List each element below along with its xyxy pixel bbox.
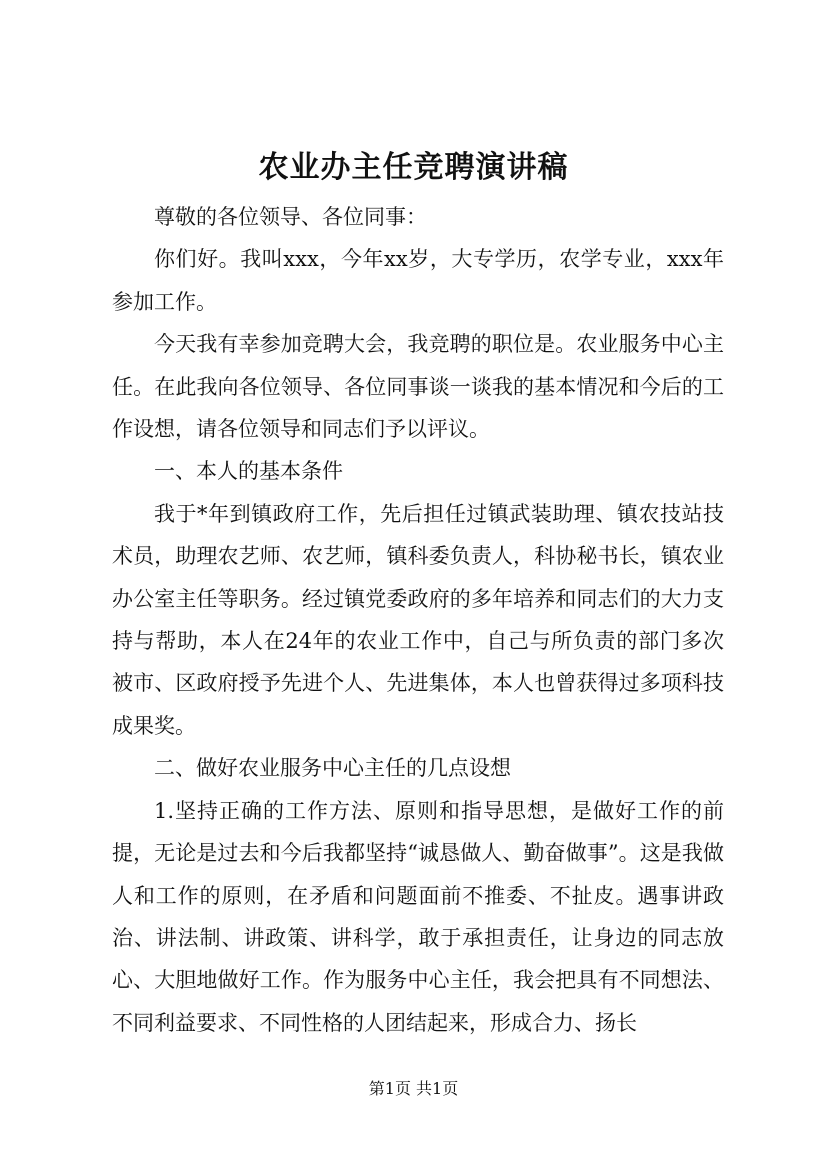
background-paragraph: 我于*年到镇政府工作，先后担任过镇武装助理、镇农技站技术员，助理农艺师、农艺师，镇科委负责人，科协秘书长，镇农业办公室主任等职务。经过镇党委政府的多年培养和同志们的大力支持与帮助，本人在24年的农业工作中，自己与所负责的部门多次被市、区政府授予先进个人、先进集体，本人也曾获得过多项科技成果奖。 [112,501,724,738]
greeting-paragraph: 尊敬的各位领导、各位同事： [154,205,427,229]
intro-paragraph: 你们好。我叫xxx，今年xx岁，大专学历，农学专业，xxx年参加工作。 [112,247,724,314]
document-body [112,196,724,1044]
plan-paragraph-1: 1.坚持正确的工作方法、原则和指导思想，是做好工作的前提，无论是过去和今后我都坚持“诚恳做人、勤奋做事”。这是我做人和工作的原则，在矛盾和问题面前不推委、不扯皮。遇事讲政治、讲法制、讲政策、讲科学，敢于承担责任，让身边的同志放心、大胆地做好工作。作为服务中心主任，我会把具有不同想法、不同利益要求、不同性格的人团结起来，形成合力、扬长 [112,798,724,1035]
page-footer: 第1页 共1页 [368,1079,459,1098]
document-title: 农业办主任竞聘演讲稿 [258,150,569,185]
position-paragraph: 今天我有幸参加竞聘大会，我竞聘的职位是。农业服务中心主任。在此我向各位领导、各位同事谈一谈我的基本情况和今后的工作设想，请各位领导和同志们予以评议。 [112,332,724,442]
section-heading-2: 二、做好农业服务中心主任的几点设想 [154,756,511,781]
section-heading-1: 一、本人的基本条件 [154,459,343,484]
